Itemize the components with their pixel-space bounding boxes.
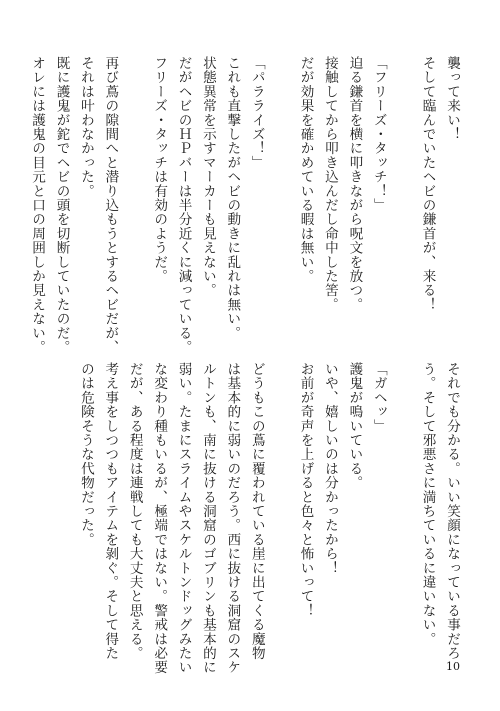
text-line: 「パラライズ！」 [248, 56, 265, 170]
text-line: 「フリーズ・タッチ！」 [370, 56, 387, 213]
blank-line [391, 362, 415, 662]
text-line: 迫る鎌首を横に叩きながら呪文を放つ。 [346, 56, 363, 312]
text-line: 状態異常を示すマーカーも見えない。 [199, 56, 216, 298]
text-line: お前が奇声を上げると色々と怖いって！ [297, 362, 314, 618]
text-line: オレには護鬼の目元と口の周囲しか見えない。 [29, 56, 46, 355]
text-line: どうもこの蔦に覆われている崖に出てくる魔物 [248, 362, 265, 661]
blank-line [122, 56, 146, 356]
text-line: そして臨んでいたヘビの鎌首が、来る！ [419, 56, 436, 312]
page-number: 10 [446, 660, 460, 673]
text-line: これも直撃したがヘビの動きに乱れは無い。 [224, 56, 241, 340]
text-line: フリーズ・タッチは有効のようだ。 [151, 56, 168, 284]
text-line: 接触してから叩き込んだし命中した筈。 [321, 56, 338, 312]
text-line: う。そして邪悪さに満ちているに違いない。 [419, 362, 436, 646]
text-line: 弱い。たまにスライムやスケルトンドッグみたい [175, 362, 192, 675]
text-line: 考え事をしつつもアイテムを剝ぐ。そして得た [102, 362, 119, 661]
text-line: 再び蔦の隙間へと潜り込もうとするヘビだが、 [102, 56, 119, 355]
text-line: のは危険そうな代物だった。 [77, 362, 94, 547]
blank-line [391, 56, 415, 356]
text-line: それは叶わなかった。 [77, 56, 94, 198]
blank-line [269, 362, 293, 662]
text-line: 「ガヘッ」 [370, 362, 387, 433]
text-line: 既に護鬼が鉈でヘビの頭を切断していたのだ。 [53, 56, 70, 355]
text-line: それでも分かる。いい笑顔になっている事だろ [444, 362, 460, 661]
blank-line [269, 56, 293, 356]
text-line: ルトンも、南に抜ける洞窟のゴブリンも基本的に [199, 362, 216, 675]
text-line: 襲って来い！ [444, 56, 460, 142]
top-text-block [29, 56, 464, 356]
text-line: な変わり種もいるが、極端ではない。警戒は必要 [151, 362, 168, 675]
text-line: は基本的に弱いのだろう。西に抜ける洞窟のスケ [224, 362, 241, 675]
text-line: だがヘビのＨＰバーは半分近くに減っている。 [175, 56, 192, 355]
text-line: いや、嬉しいのは分かったから！ [321, 362, 338, 575]
text-line: だが効果を確かめている暇は無い。 [297, 56, 314, 284]
text-line: 護鬼が鳴いている。 [346, 362, 363, 490]
text-line: だが、ある程度は連戦しても大丈夫と思える。 [126, 362, 143, 661]
